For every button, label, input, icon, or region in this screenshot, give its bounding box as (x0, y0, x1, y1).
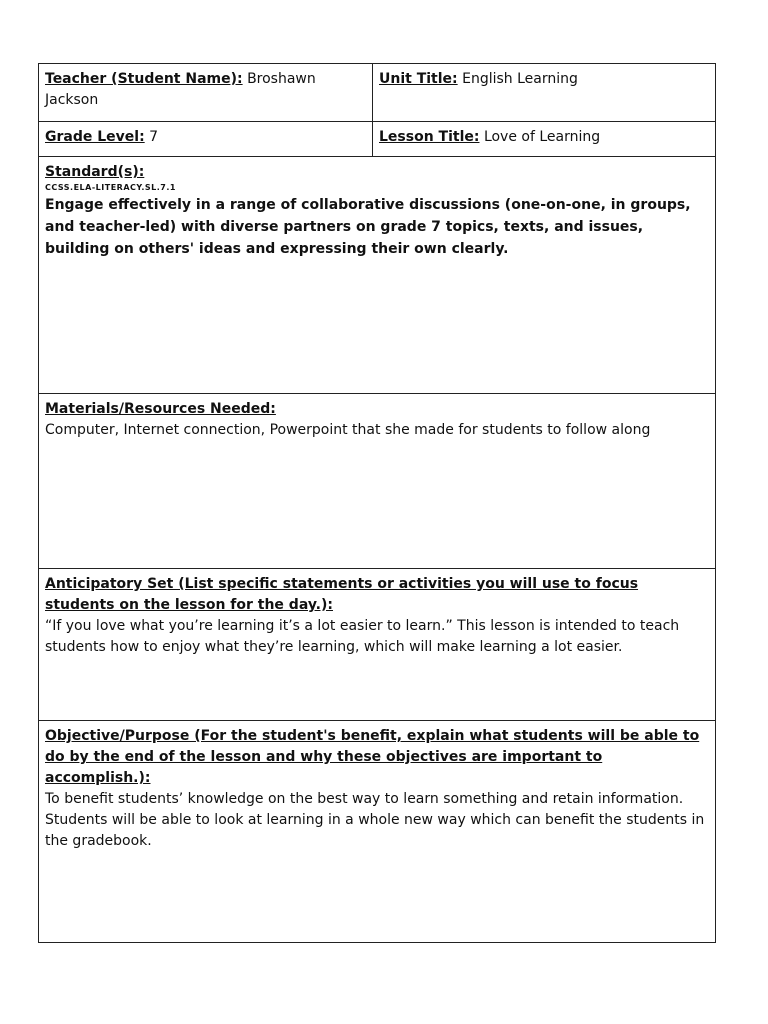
unit-title-label: Unit Title: (379, 71, 458, 87)
objective-row (39, 721, 716, 943)
standards-code: CCSS.ELA-LITERACY.SL.7.1 (45, 183, 176, 192)
anticipatory-label: Anticipatory Set (List specific statements or activities you will use to focus students on the lesson for the day.): (45, 576, 639, 613)
materials-row (39, 394, 716, 569)
materials-text: Computer, Internet connection, Powerpoint that she made for students to follow along (45, 422, 651, 438)
lesson-plan-table (38, 63, 716, 943)
anticipatory-text: “If you love what you’re learning it’s a lot easier to learn.” This lesson is intended to teach students how to enjoy what they’re learning, which will make learning a lot easier. (45, 618, 680, 655)
objective-text: To benefit students’ knowledge on the best way to learn something and retain information. Students will be able to look at learning in a whole new way which can benefit the students in the gradebook. (45, 791, 705, 849)
standards-label: Standard(s): (45, 164, 145, 180)
grade-level-label: Grade Level: (45, 129, 145, 145)
teacher-cell (39, 64, 373, 122)
header-row-2 (39, 122, 716, 157)
anticipatory-row (39, 569, 716, 721)
materials-label: Materials/Resources Needed: (45, 401, 276, 417)
grade-level-value: 7 (149, 129, 159, 145)
teacher-value: Broshawn Jackson (45, 71, 316, 108)
lesson-title-label: Lesson Title: (379, 129, 480, 145)
lesson-title-cell (373, 122, 716, 157)
standards-cell (39, 157, 716, 394)
standards-row (39, 157, 716, 394)
objective-cell (39, 721, 716, 943)
materials-cell (39, 394, 716, 569)
objective-label: Objective/Purpose (For the student's benefit, explain what students will be able to do by the end of the lesson and why these objectives are important to accomplish.): (45, 728, 700, 786)
teacher-label: Teacher (Student Name): (45, 71, 243, 87)
standards-text: Engage effectively in a range of collaborative discussions (one-on-one, in groups, and teacher-led) with diverse partners on grade 7 topics, texts, and issues, building on others' ideas and expressing their own clearly. (45, 197, 691, 257)
unit-title-cell (373, 64, 716, 122)
anticipatory-cell (39, 569, 716, 721)
unit-title-value: English Learning (462, 71, 578, 87)
header-row-1 (39, 64, 716, 122)
lesson-title-value: Love of Learning (483, 129, 601, 145)
grade-level-cell (39, 122, 373, 157)
